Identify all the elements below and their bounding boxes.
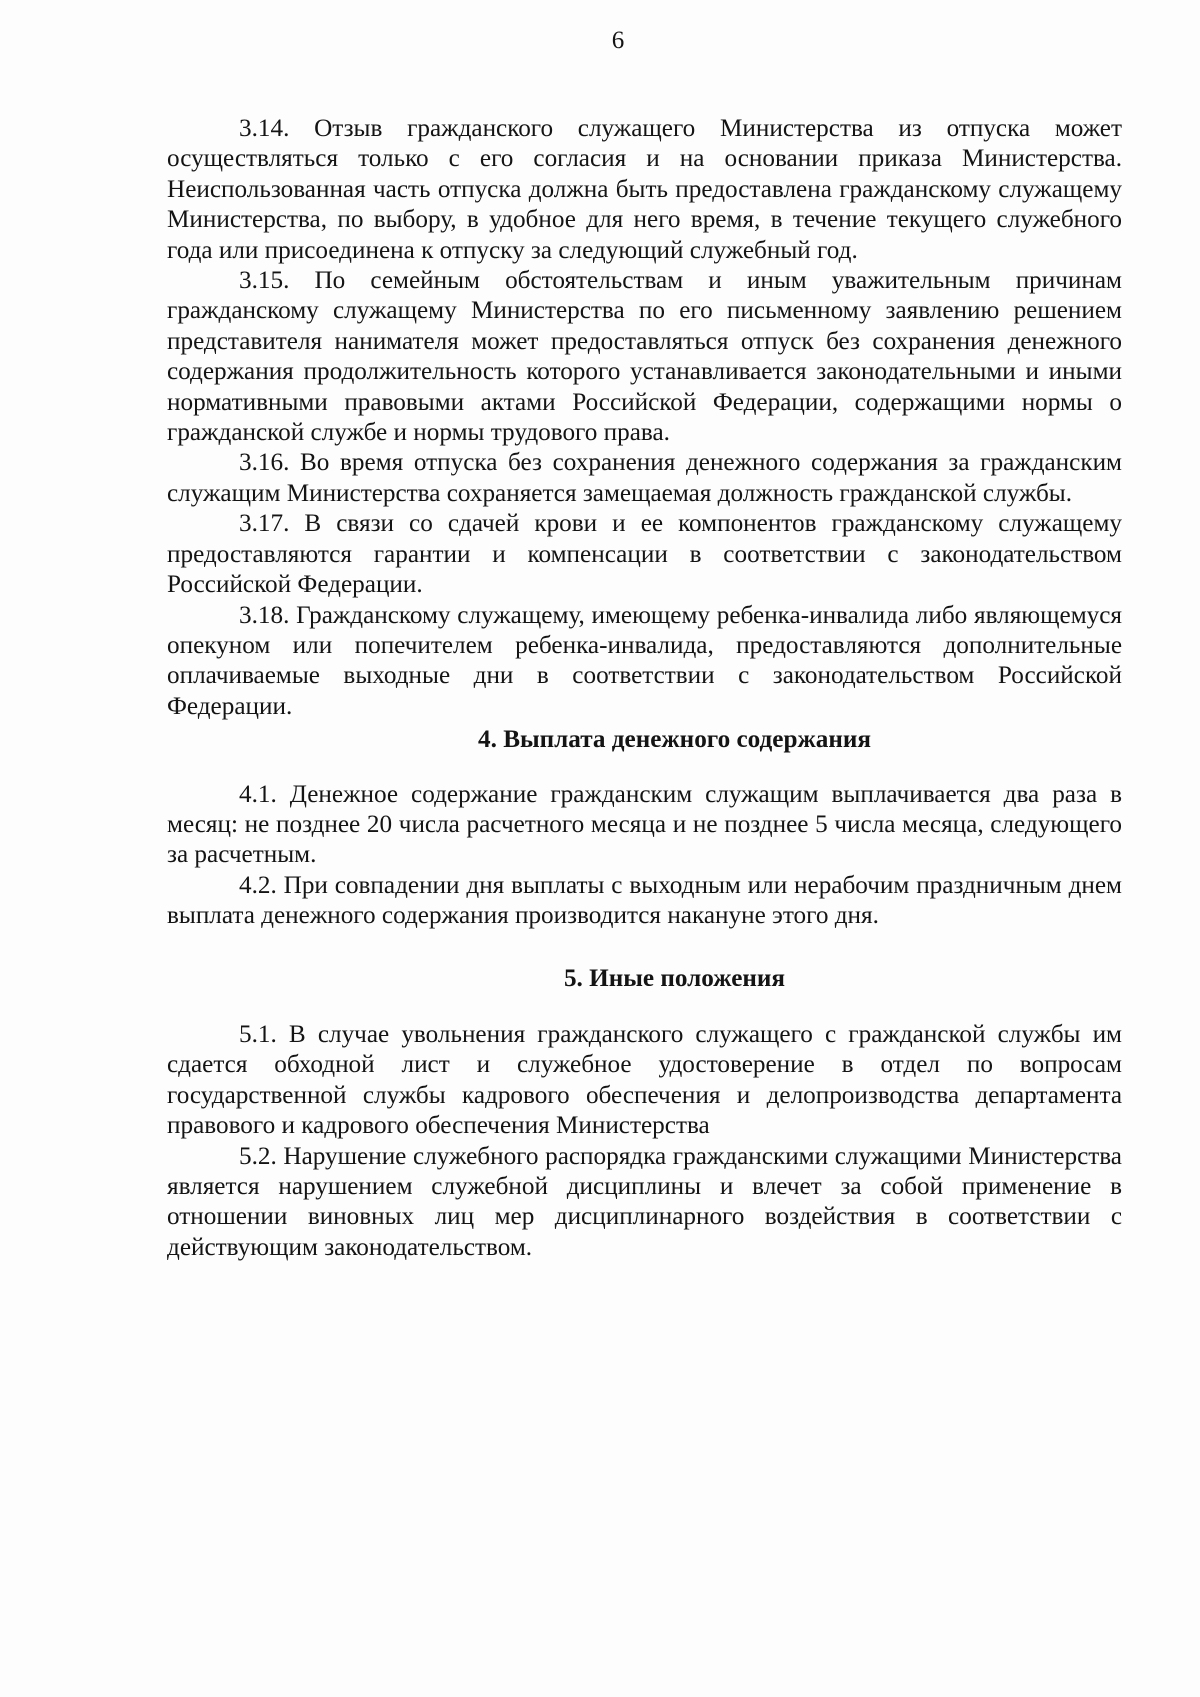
paragraph-5-2: 5.2. Нарушение служебного распорядка гражданскими служащими Министерства является нарушением служебной дисциплины и влечет за собой применение в отношении виновных лиц мер дисциплинарного воздействия в соответствии с действующим законодательством. bbox=[167, 1142, 1122, 1261]
paragraph-3-14: 3.14. Отзыв гражданского служащего Министерства из отпуска может осуществляться только с его согласия и на основании приказа Министерства. Неиспользованная часть отпуска должна быть предоставлена гражданскому служащему Министерства, по выбору, в удобное для него время, в течение текущего служебного года или присоединена к отпуску за следующий служебный год. bbox=[167, 115, 1122, 264]
section-5-heading: 5. Иные положения bbox=[563, 964, 786, 992]
section-4-heading: 4. Выплата денежного содержания bbox=[478, 726, 871, 754]
page-number: 6 bbox=[611, 27, 625, 54]
paragraph-3-18: 3.18. Гражданскому служащему, имеющему ребенка-инвалида либо являющемуся опекуном или попечителем ребенка-инвалида, предоставляются дополнительные оплачиваемые выходные дни в соответствии с законодательством Российской Федерации. bbox=[167, 601, 1122, 720]
paragraph-4-1: 4.1. Денежное содержание гражданским служащим выплачивается два раза в месяц: не позднее 20 числа расчетного месяца и не позднее 5 числа месяца, следующего за расчетным. bbox=[167, 780, 1122, 869]
paragraph-4-2: 4.2. При совпадении дня выплаты с выходным или нерабочим праздничным днем выплата денежного содержания производится накануне этого дня. bbox=[167, 871, 1122, 930]
paragraph-5-1: 5.1. В случае увольнения гражданского служащего с гражданской службы им сдается обходной лист и служебное удостоверение в отдел по вопросам государственной службы кадрового обеспечения и делопроизводства департамента правового и кадрового обеспечения Министерства bbox=[167, 1020, 1122, 1140]
document-body bbox=[167, 114, 1122, 1263]
paragraph-3-16: 3.16. Во время отпуска без сохранения денежного содержания за гражданским служащим Министерства сохраняется замещаемая должность гражданской службы. bbox=[167, 449, 1122, 507]
paragraph-3-15: 3.15. По семейным обстоятельствам и иным уважительным причинам гражданскому служащему Министерства по его письменному заявлению решением представителя нанимателя может предоставляться отпуск без сохранения денежного содержания продолжительность которого устанавливается законодательными и иными нормативными правовыми актами Российской Федерации, содержащими нормы о гражданской службе и нормы трудового права. bbox=[167, 267, 1122, 447]
paragraph-3-17: 3.17. В связи со сдачей крови и ее компонентов гражданскому служащему предоставляются гарантии и компенсации в соответствии с законодательством Российской Федерации. bbox=[167, 510, 1122, 599]
